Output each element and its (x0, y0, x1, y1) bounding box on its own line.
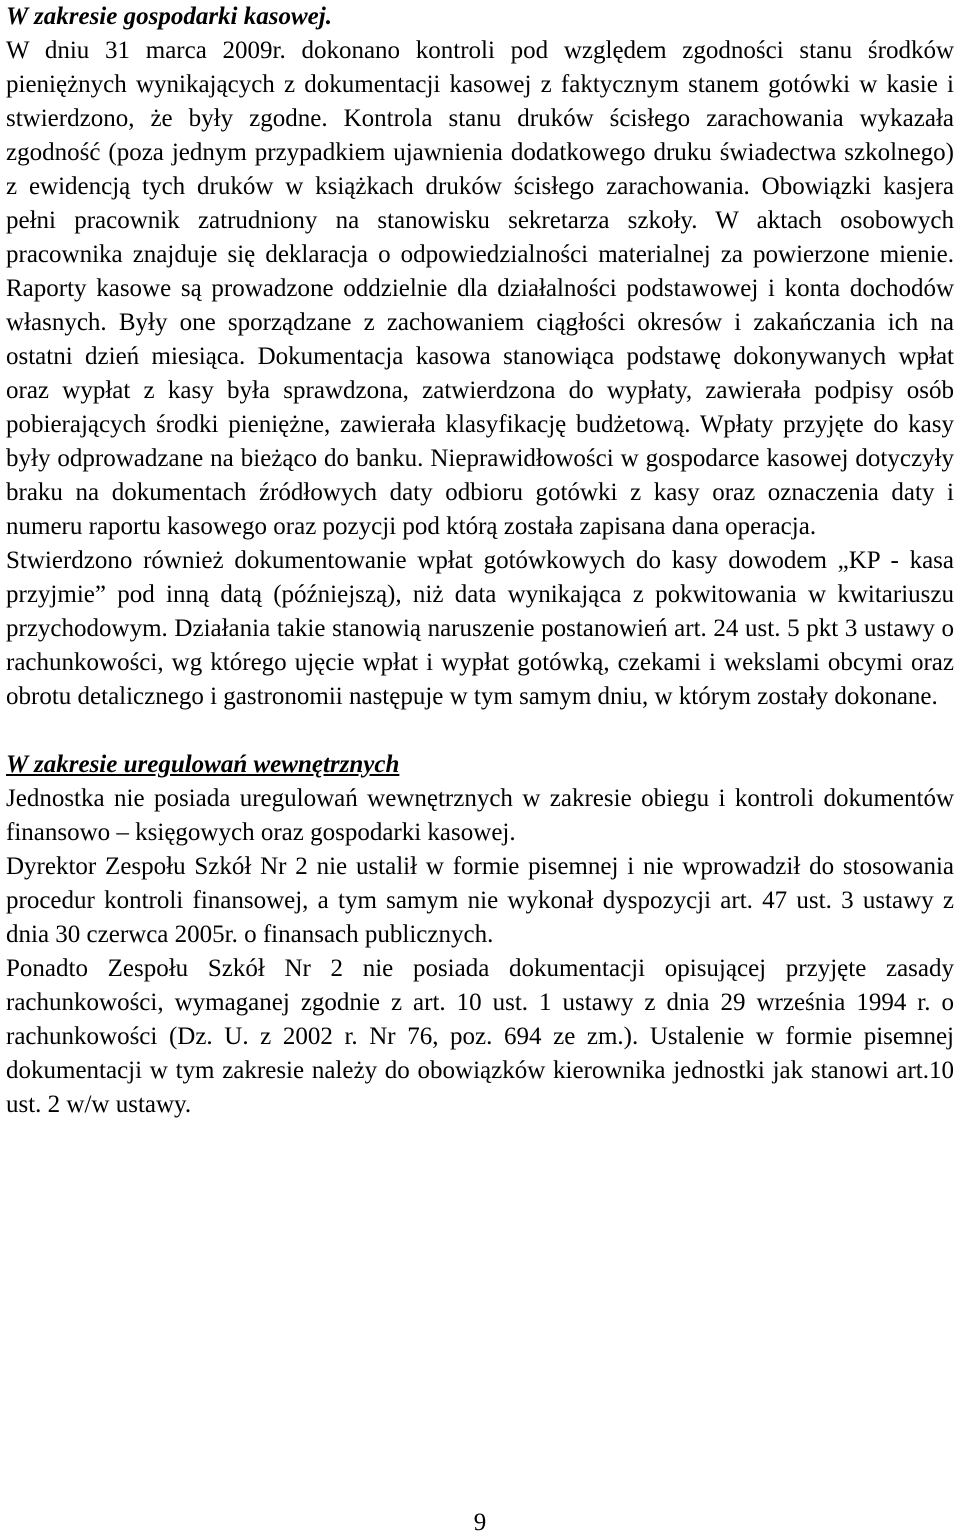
section-heading-cash-management: W zakresie gospodarki kasowej. (6, 3, 332, 30)
paragraph-no-regulations: Jednostka nie posiada uregulowań wewnętrznych w zakresie obiegu i kontroli dokumentów finansowo – księgowych oraz gospodarki kasowej. (6, 785, 954, 846)
section-heading-internal-regulations: W zakresie uregulowań wewnętrznych (6, 751, 400, 778)
section-cash-management (6, 0, 954, 714)
paragraph-kp-documents: Stwierdzono również dokumentowanie wpłat gotówkowych do kasy dowodem „KP - kasa przyjmie” pod inną datą (późniejszą), niż data wynikająca z pokwitowania w kwitariuszu przychodowym. Działania takie stanowią naruszenie postanowień art. 24 ust. 5 pkt 3 ustawy o rachunkowości, wg którego ujęcie wpłat i wypłat gotówką, czekami i wekslami obcymi oraz obrotu detalicznego i gastronomii następuje w tym samym dniu, w którym zostały dokonane. (6, 547, 954, 710)
paragraph-accounting-principles: Ponadto Zespołu Szkół Nr 2 nie posiada dokumentacji opisującej przyjęte zasady rachunkowości, wymaganej zgodnie z art. 10 ust. 1 ustawy z dnia 29 września 1994 r. o rachunkowości (Dz. U. z 2002 r. Nr 76, poz. 694 ze zm.). Ustalenie w formie pisemnej dokumentacji w tym zakresie należy do obowiązków kierownika jednostki jak stanowi art.10 ust. 2 w/w ustawy. (6, 955, 954, 1118)
section-internal-regulations (6, 748, 954, 1122)
paragraph-cash-inspection: W dniu 31 marca 2009r. dokonano kontroli pod względem zgodności stanu środków pieniężnych wynikających z dokumentacji kasowej z faktycznym stanem gotówki w kasie i stwierdzono, że były zgodne. Kontrola stanu druków ścisłego zarachowania wykazała zgodność (poza jednym przypadkiem ujawnienia dodatkowego druku świadectwa szkolnego) z ewidencją tych druków w książkach druków ścisłego zarachowania. Obowiązki kasjera pełni pracownik zatrudniony na stanowisku sekretarza szkoły. W aktach osobowych pracownika znajduje się deklaracja o odpowiedzialności materialnej za powierzone mienie. Raporty kasowe są prowadzone oddzielnie dla działalności podstawowej i konta dochodów własnych. Były one sporządzane z zachowaniem ciągłości okresów i zakańczania ich na ostatni dzień miesiąca. Dokumentacja kasowa stanowiąca podstawę dokonywanych wpłat oraz wypłat z kasy była sprawdzona, zatwierdzona do wypłaty, zawierała podpisy osób pobierających środki pieniężne, zawierała klasyfikację budżetową. Wpłaty przyjęte do kasy były odprowadzane na bieżąco do banku. Nieprawidłowości w gospodarce kasowej dotyczyły braku na dokumentach źródłowych daty odbioru gotówki z kasy oraz oznaczenia daty i numeru raportu kasowego oraz pozycji pod którą została zapisana dana operacja. (6, 37, 954, 540)
page-number: 9 (473, 1509, 487, 1536)
paragraph-director-procedures: Dyrektor Zespołu Szkół Nr 2 nie ustalił w formie pisemnej i nie wprowadził do stosowania procedur kontroli finansowej, a tym samym nie wykonał dyspozycji art. 47 ust. 3 ustawy z dnia 30 czerwca 2005r. o finansach publicznych. (6, 853, 954, 948)
document-page (6, 0, 954, 1122)
